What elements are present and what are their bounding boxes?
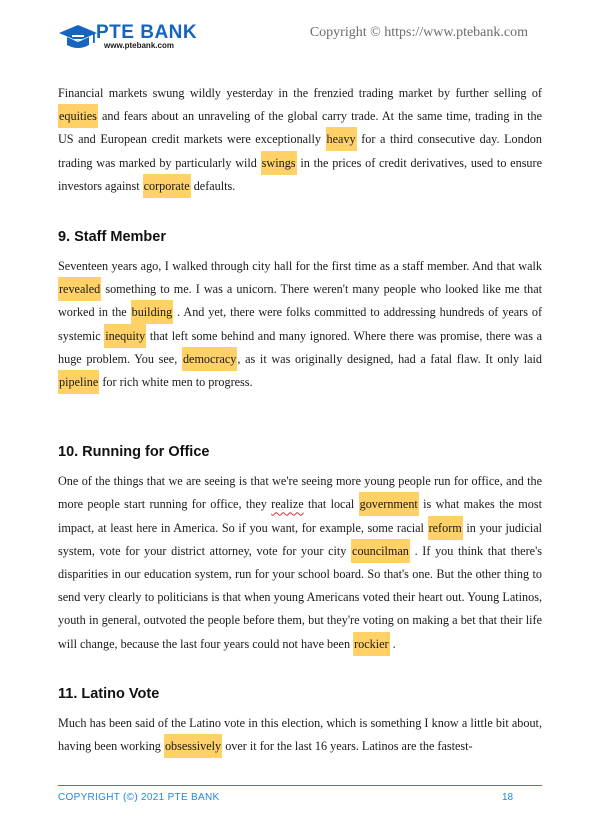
highlighted-word: pipeline [58, 370, 99, 394]
section-11-heading: 11. Latino Vote [58, 685, 160, 702]
highlighted-word: inequity [104, 324, 146, 348]
highlighted-word: reform [428, 516, 463, 540]
highlighted-word: building [131, 300, 174, 324]
highlighted-word: government [359, 492, 419, 516]
highlighted-word: equities [58, 104, 98, 128]
footer-copyright: COPYRIGHT (©) 2021 PTE BANK [58, 792, 220, 803]
section-10-heading: 10. Running for Office [58, 444, 210, 461]
highlighted-word: democracy [182, 347, 237, 371]
intro-paragraph: Financial markets swung wildly yesterday in the frenzied trading market by further selling of equities and fears about an unraveling of the global carry trade. At the same time, trading in the US and European credit markets were exceptionally heavy for a third consecutive day. London trading was marked by particularly wild swings in the prices of credit derivatives, used to ensure investors against corporate defaults. [58, 82, 542, 198]
page-number: 18 [502, 792, 514, 803]
highlighted-word: obsessively [164, 734, 222, 758]
highlighted-word: heavy [326, 127, 357, 151]
footer-divider [58, 785, 542, 786]
highlighted-word: corporate [143, 174, 191, 198]
brand-url: www.ptebank.com [104, 41, 174, 50]
header-copyright: Copyright © https://www.ptebank.com [309, 25, 528, 40]
highlighted-word: rockier [353, 632, 390, 656]
brand-logo[interactable] [58, 22, 208, 52]
brand-name: PTE BANK [96, 22, 198, 43]
highlighted-word: councilman [351, 539, 410, 563]
section-9-paragraph: Seventeen years ago, I walked through city hall for the first time as a staff member. And that walk revealed something to me. I was a unicorn. There weren't many people who looked like me that worked in the building . And yet, there were folks committed to addressing hundreds of years of systemic inequity that left some behind and many ignored. Where there was promise, there was a huge problem. You see, democracy, as it was originally designed, had a fatal flaw. It only laid pipeline for rich white men to progress. [58, 255, 542, 394]
section-11-paragraph: Much has been said of the Latino vote in this election, which is something I know a little bit about, having been working obsessively over it for the last 16 years. Latinos are the fastest- [58, 712, 542, 758]
highlighted-word: revealed [58, 277, 101, 301]
page-header [0, 0, 600, 60]
document-body [58, 80, 542, 758]
graduation-cap-icon [58, 22, 98, 52]
section-10-paragraph: One of the things that we are seeing is that we're seeing more young people run for office, and the more people start running for office, they realize that local government is what makes the most impact, at least here in America. So if you want, for example, some racial reform in your judicial system, vote for your district attorney, vote for your city councilman . If you think that there's disparities in our education system, run for your school board. So that's one. But the other thing to send very clearly to politicians is that when young Americans voted their heart out. Young Latinos, youth in general, outvoted the people before them, but they're voting on making a bet that their life will change, because the last four years could not have been rockier . [58, 470, 542, 656]
misspelled-word: realize [271, 497, 304, 512]
section-9-heading: 9. Staff Member [58, 229, 166, 246]
highlighted-word: swings [261, 151, 297, 175]
